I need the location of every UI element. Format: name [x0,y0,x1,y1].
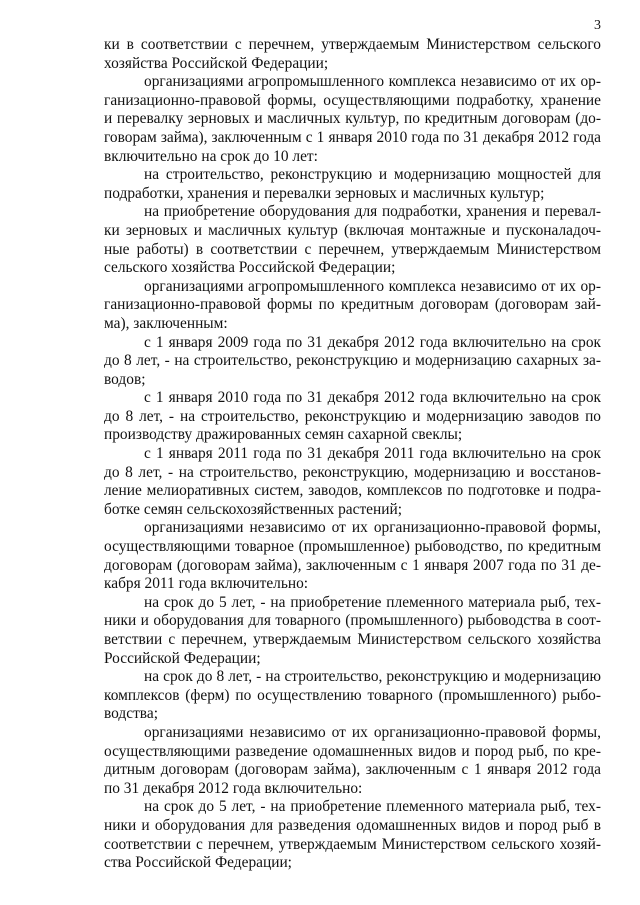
paragraph [104,389,601,445]
text-line: сельского хозяйства Российской Федерации; [104,259,396,277]
text-line: осуществляющими товарное (промышленное) рыбоводство, по кредитным [104,538,601,556]
text-line: организациями независимо от их организационно-правовой формы, [144,723,601,741]
text-line: и перевалку зерновых и масличных культур, по кредитным договорам (до- [104,110,601,128]
text-line: организациями агропромышленного комплекса независимо от их ор- [144,277,601,295]
text-line: на приобретение оборудования для подработки, хранения и перевал- [144,203,601,221]
text-line: производству дражированных семян сахарной свеклы; [104,426,463,444]
text-line: ма), заключенным: [104,314,228,332]
text-line: ства Российской Федерации; [104,854,292,872]
text-line: включительно на срок до 10 лет: [104,147,318,165]
text-line: осуществляющими разведение одомашненных видов и пород рыб, по кре- [104,742,601,760]
text-line: с 1 января 2010 года по 31 декабря 2012 года включительно на срок [144,389,601,407]
text-line: ные работы) в соответствии с перечнем, утверждаемым Министерством [104,240,601,258]
paragraph [104,334,601,390]
paragraph [104,445,601,519]
paragraph [104,73,601,166]
text-line: договорам (договорам займа), заключенным с 1 января 2007 года по 31 де- [104,556,601,574]
paragraph [104,594,601,668]
text-line: дитным договорам (договорам займа), заключенным с 1 января 2012 года [104,761,601,779]
text-line: ганизационно-правовой формы, осуществляющими подработку, хранение [104,91,601,109]
text-line: организациями независимо от их организационно-правовой формы, [144,519,601,537]
paragraph [104,519,601,593]
text-line: ники и оборудования для товарного (промышленного) рыбоводства в соот- [104,612,601,630]
paragraph [104,203,601,277]
text-line: до 8 лет, - на строительство, реконструкцию и модернизацию сахарных за- [104,352,601,370]
text-line: на строительство, реконструкцию и модернизацию мощностей для [144,166,601,184]
text-line: ление мелиоративных систем, заводов, комплексов по подготовке и подра- [104,482,601,500]
text-line: ки зерновых и масличных культур (включая монтажные и пусконаладоч- [104,221,601,239]
text-line: по 31 декабря 2012 года включительно: [104,779,363,797]
text-line: ветствии с перечнем, утверждаемым Министерством сельского хозяйства [104,631,601,648]
text-line: на срок до 5 лет, - на приобретение племенного материала рыб, тех- [144,798,601,816]
paragraph [104,36,601,73]
text-line: соответствии с перечнем, утверждаемым Министерством сельского хозяй- [104,835,601,853]
text-line: говорам займа), заключенным с 1 января 2010 года по 31 декабря 2012 года [104,128,601,146]
text-line: хозяйства Российской Федерации; [104,54,329,72]
text-line: водов; [104,370,146,388]
text-line: организациями агропромышленного комплекса независимо от их ор- [144,73,601,91]
text-line: Российской Федерации; [104,649,261,667]
text-line: ботке семян сельскохозяйственных растений; [104,500,402,518]
text-line: до 8 лет, - на строительство, реконструкцию, модернизацию и восстанов- [104,463,601,481]
paragraph [104,798,601,872]
text-line: кабря 2011 года включительно: [104,575,309,593]
page-number: 3 [594,18,601,33]
text-line: с 1 января 2009 года по 31 декабря 2012 года включительно на срок [144,333,601,351]
text-line: ганизационно-правовой формы по кредитным договорам (договорам зай- [104,296,601,314]
text-line: водства; [104,705,158,723]
paragraph [104,278,601,334]
paragraph [104,724,601,798]
text-line: комплексов (ферм) по осуществлению товарного (промышленного) рыбо- [104,686,601,704]
paragraph [104,166,601,203]
document-body [104,36,601,873]
text-line: ки в соответствии с перечнем, утверждаемым Министерством сельского [104,36,601,53]
text-line: до 8 лет, - на строительство, реконструкцию и модернизацию заводов по [104,407,601,425]
text-line: с 1 января 2011 года по 31 декабря 2011 года включительно на срок [144,445,601,463]
paragraph [104,668,601,724]
text-line: ники и оборудования для разведения одомашненных видов и пород рыб в [104,816,601,834]
text-line: на срок до 8 лет, - на строительство, реконструкцию и модернизацию [144,668,601,686]
text-line: подработки, хранения и перевалки зерновых и масличных культур; [104,184,545,202]
text-line: на срок до 5 лет, - на приобретение племенного материала рыб, тех- [144,593,601,611]
